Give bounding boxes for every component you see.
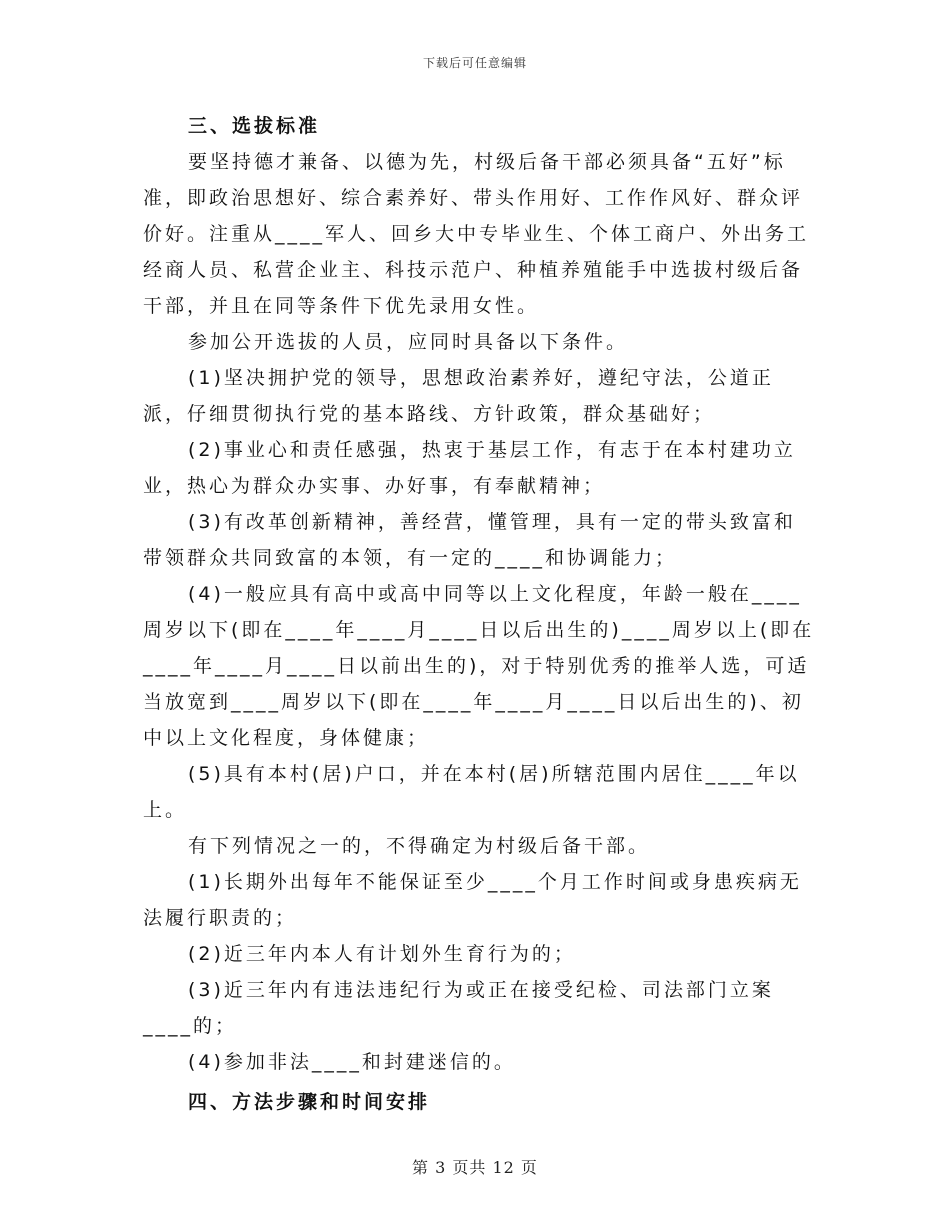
condition-item-3: (3)有改革创新精神，善经营，懂管理，具有一定的带头致富和带领群众共同致富的本领，有一定的____和协调能力； bbox=[143, 511, 796, 569]
condition-item-4: (4)一般应具有高中或高中同等以上文化程度，年龄一般在____周岁以下(即在____年____月____日以后出生的)____周岁以上(即在____年____月____日以前出生的)，对于特别优秀的推举人选，可适当放宽到____周岁以下(即在____年____月____日以后出生的)、初中以上文化程度，身体健康； bbox=[143, 583, 815, 749]
section-4-title: 四、方法步骤和时间安排 bbox=[188, 1091, 431, 1113]
document-body bbox=[143, 108, 815, 1120]
page-number: 第 3 页共 12 页 bbox=[412, 1158, 538, 1177]
header-note: 下载后可任意编辑 bbox=[422, 56, 527, 70]
section-3-title: 三、选拔标准 bbox=[188, 115, 321, 137]
exclusion-item-4: (4)参加非法____和封建迷信的。 bbox=[188, 1051, 516, 1073]
paragraph-standard: 要坚持德才兼备、以德为先，村级后备干部必须具备“五好”标准，即政治思想好、综合素养好、带头作用好、工作作风好、群众评价好。注重从____军人、回乡大中专毕业生、个体工商户、外出务工经商人员、私营企业主、科技示范户、种植养殖能手中选拔村级后备干部，并且在同等条件下优先录用女性。 bbox=[143, 151, 810, 317]
paragraph-conditions-intro: 参加公开选拔的人员，应同时具备以下条件。 bbox=[188, 331, 629, 353]
exclusion-item-1: (1)长期外出每年不能保证至少____个月工作时间或身患疾病无法履行职责的； bbox=[143, 871, 802, 929]
exclusion-item-3: (3)近三年内有违法违纪行为或正在接受纪检、司法部门立案____的； bbox=[143, 979, 774, 1037]
condition-item-5: (5)具有本村(居)户口，并在本村(居)所辖范围内居住____年以上。 bbox=[143, 763, 800, 821]
exclusion-item-2: (2)近三年内本人有计划外生育行为的； bbox=[188, 943, 576, 965]
paragraph-exclusions-intro: 有下列情况之一的，不得确定为村级后备干部。 bbox=[188, 835, 651, 857]
condition-item-1: (1)坚决拥护党的领导，思想政治素养好，遵纪守法，公道正派，仔细贯彻执行党的基本路线、方针政策，群众基础好； bbox=[143, 367, 774, 425]
condition-item-2: (2)事业心和责任感强，热衷于基层工作，有志于在本村建功立业，热心为群众办实事、办好事，有奉献精神； bbox=[143, 439, 796, 497]
